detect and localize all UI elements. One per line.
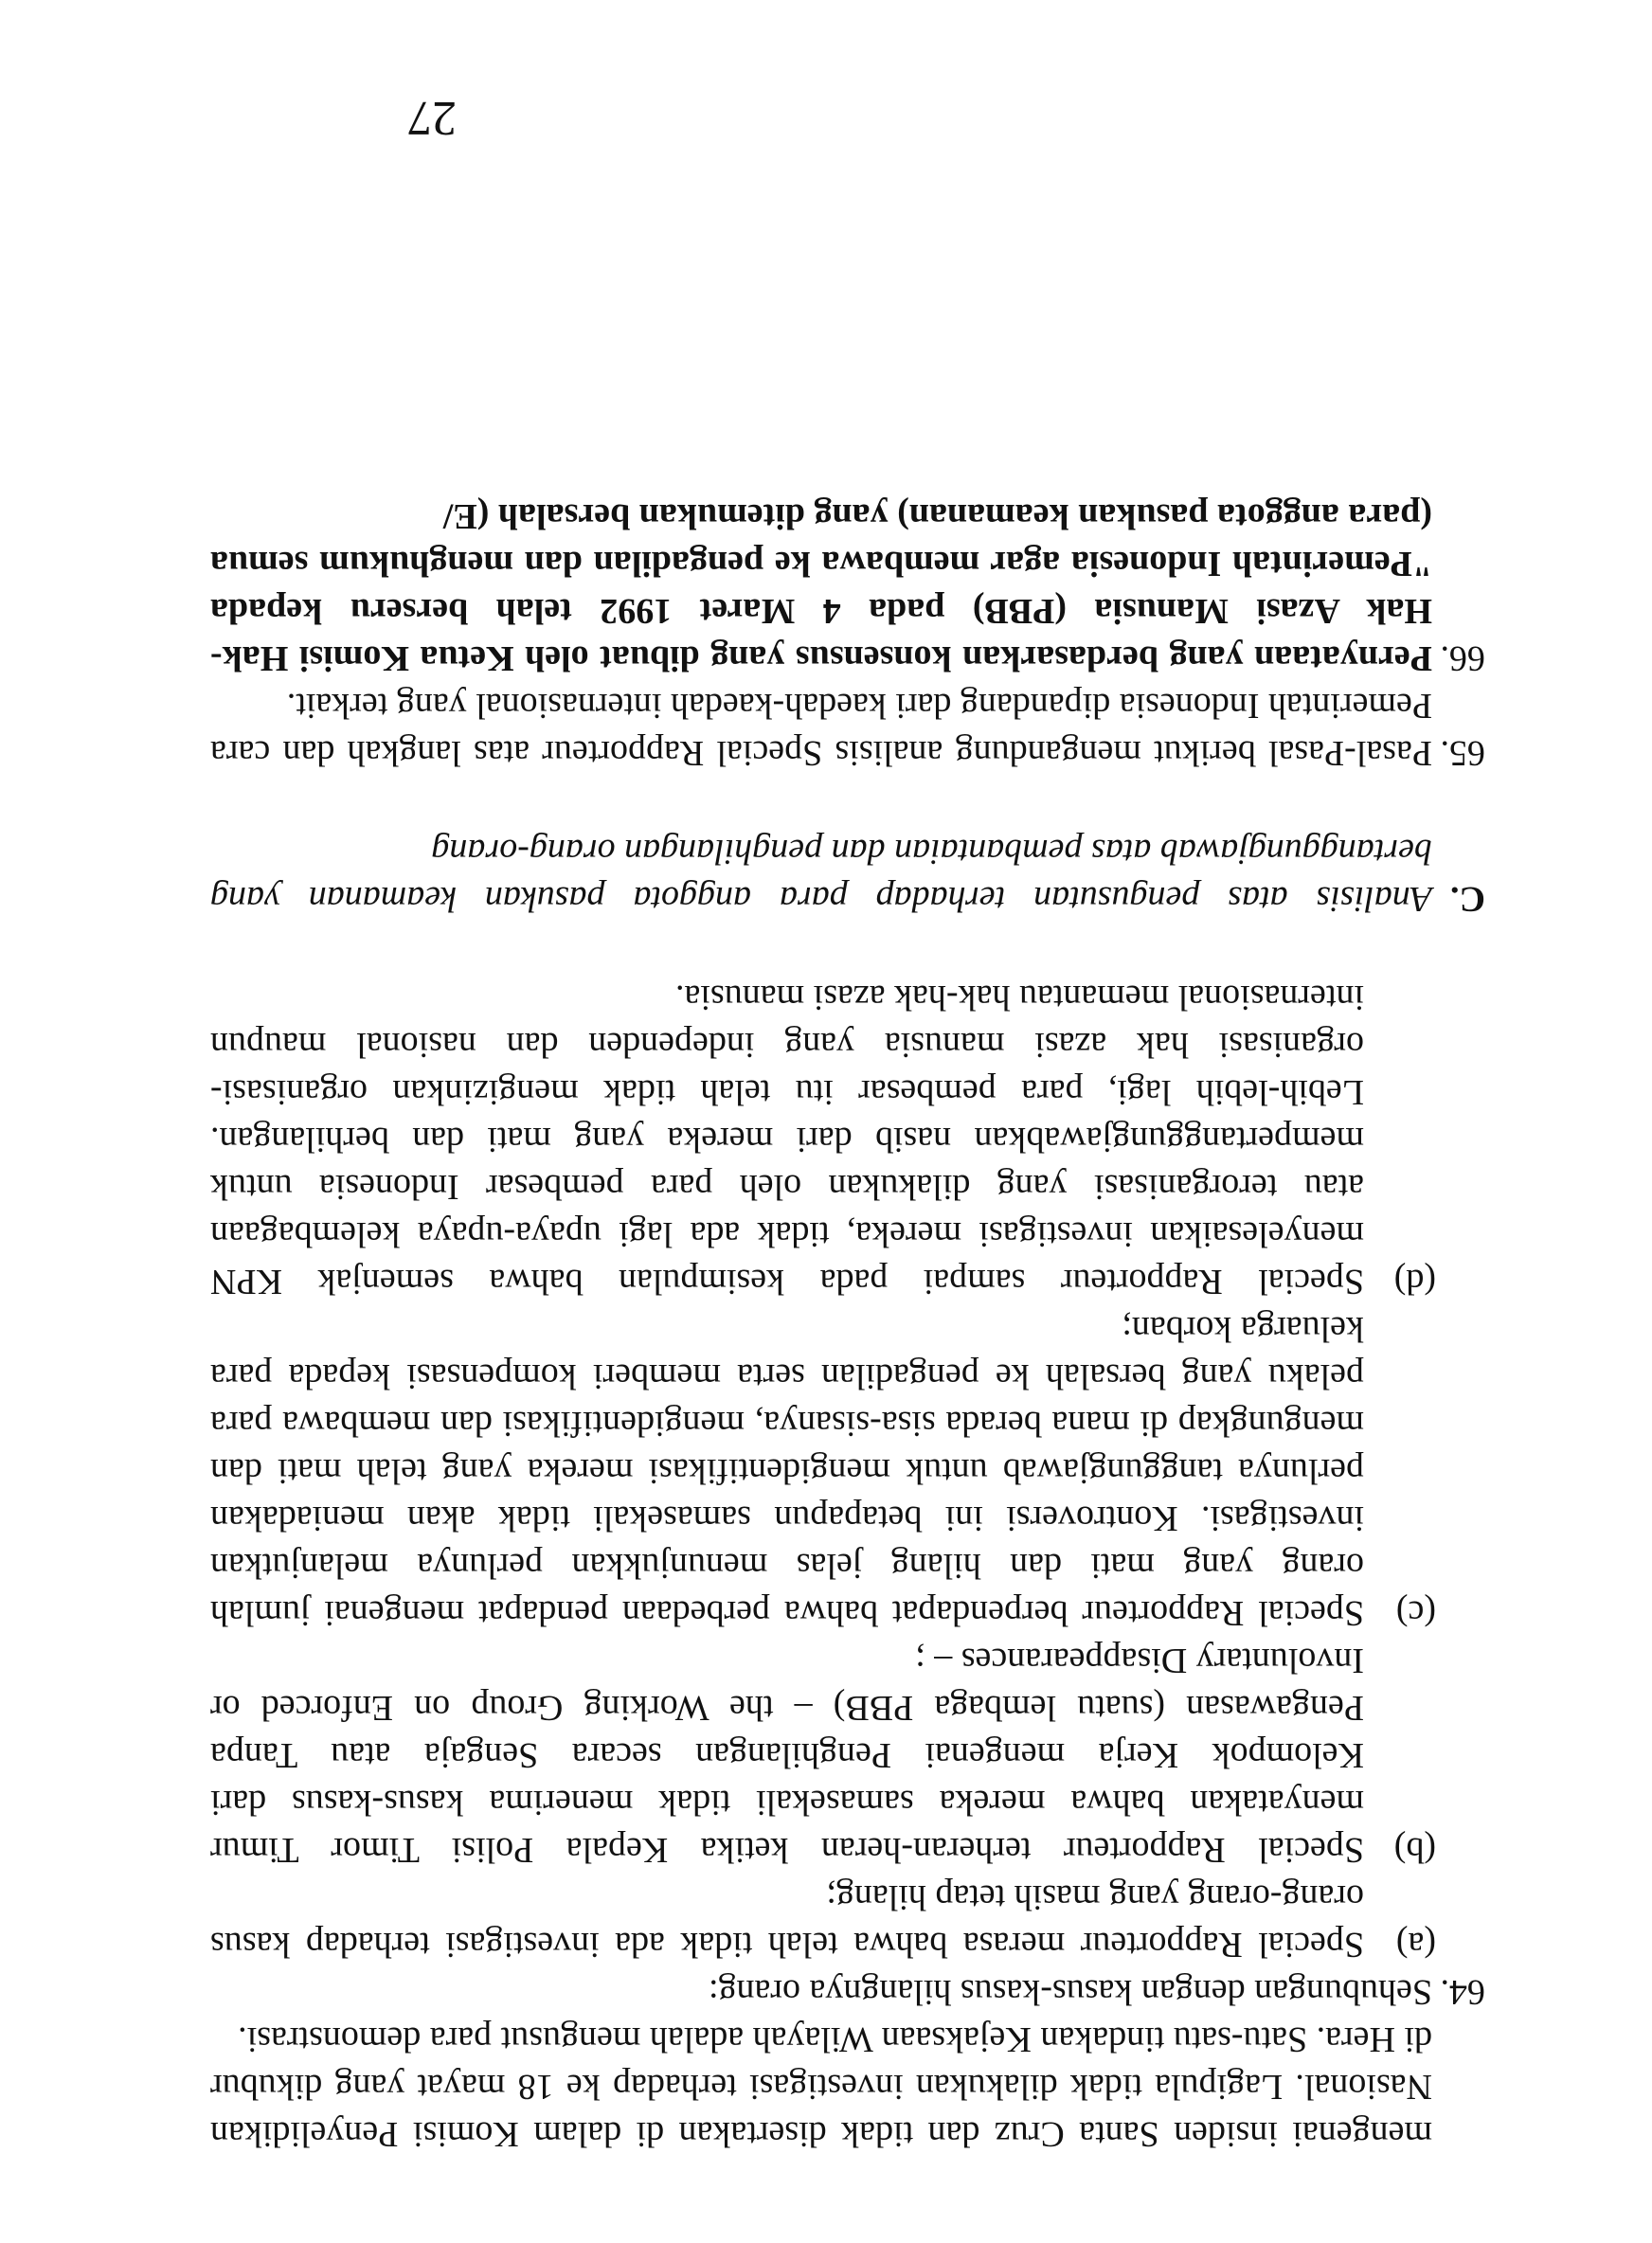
page-content — [210, 493, 1485, 2158]
section-spacer — [210, 777, 1432, 828]
item-64-b — [210, 1637, 1436, 1874]
item-66 — [210, 493, 1485, 682]
item-64-c-label: (c) — [1395, 1593, 1436, 1633]
item-66-text: Pernyataan yang berdasarkan konsensus yang dibuat oleh Ketua Komisi Hak-Hak Azasi Manusia (PBB) pada 4 Maret 1992 telah berseru kepada "Pemerintah Indonesia agar membawa ke pengadilan dan menghukum semua (para anggota pasukan keamanan) yang ditemukan bersalah (E/ — [210, 496, 1432, 678]
item-64-d-text: Special Rapporteur sampai pada kesimpulan bahwa semenjak KPN menyelesaikan investigasi mereka, tidak ada lagi upaya-upaya kelembagaan atau terorganisasi yang dilakukan oleh para pembesar Indonesia untuk mempertanggungjawabkan nasib dari mereka yang mati dan berhilangan. Lebih-lebih lagi, para pembesar itu telah tidak mengizinkan organisasi-organisasi hak azasi manusia yang independen dan nasional maupun internasional memantau hak-hak azasi manusia. — [210, 978, 1364, 1301]
item-64-a-text: Special Rapporteur merasa bahwa telah tidak ada investigasi terhadap kasus orang-orang yang masih tetap hilang; — [210, 1877, 1364, 1965]
item-64-d-label: (d) — [1393, 1262, 1436, 1301]
item-64-d — [210, 974, 1436, 1305]
item-64-a — [210, 1874, 1436, 1968]
item-64 — [210, 1968, 1485, 2016]
item-64-c-text: Special Rapporteur berpendapat bahwa perbedaan pendapat mengenai jumlah orang yang mati dan hilang jelas menunjukkan perlunya melanjutkan investigasi. Kontroversi ini betapapun samasekali tidak akan meniadakan perlunya tanggungjawab untuk mengidentifikasi mereka yang telah mati dan mengungkap di mana berada sisa-sisanya, mengidentifikasi dan membawa para pelaku yang bersalah ke pengadilan serta memberi kompensasi kepada para keluarga korban; — [210, 1309, 1364, 1633]
page-number: 27 — [407, 91, 457, 145]
item-65 — [210, 682, 1485, 777]
item-64-a-label: (a) — [1395, 1925, 1436, 1965]
section-c-heading — [210, 828, 1485, 923]
top-paragraph: mengenai insiden Santa Cruz dan tidak disertakan di dalam Komisi Penyelidikan Nasional. Lagipula tidak dilakukan investigasi terhadap ke 18 mayat yang dikubur di Hera. Satu-satu tindakan Kejaksaan Wilayah adalah mengusut para demonstrasi. — [210, 2019, 1432, 2154]
item-66-number: 66. — [1440, 638, 1485, 678]
section-c-label: C. — [1450, 879, 1485, 919]
section-c-title: Analisis atas pengusutan terhadap para anggota pasukan keamanan yang bertanggungjawab atas pembantaian dan penghilangan orang-orang — [210, 832, 1432, 919]
item-64-number: 64. — [1440, 1972, 1485, 2012]
section-spacer — [210, 923, 1432, 974]
item-64-b-text: Special Rapporteur terheran-heran ketika Kepala Polisi Timor Timur menyatakan bahwa mereka samasekali tidak menerima kasus-kasus dari Kelompok Kerja mengenai Penghilangan secara Sengaja atau Tanpa Pengawasan (suatu lembaga PBB) – the Working Group on Enforced or Involuntary Disappearances – ; — [210, 1641, 1364, 1870]
item-64-text: Sehubungan dengan kasus-kasus hilangnya orang: — [708, 1972, 1432, 2012]
item-64-c — [210, 1305, 1436, 1637]
item-65-text: Pasal-Pasal berikut mengandung analisis Special Rapporteur atas langkah dan cara Pemerintah Indonesia dipandang dari kaedah-kaedah internasional yang terkait. — [210, 686, 1432, 773]
item-65-number: 65. — [1440, 733, 1485, 773]
item-64-b-label: (b) — [1393, 1830, 1436, 1870]
